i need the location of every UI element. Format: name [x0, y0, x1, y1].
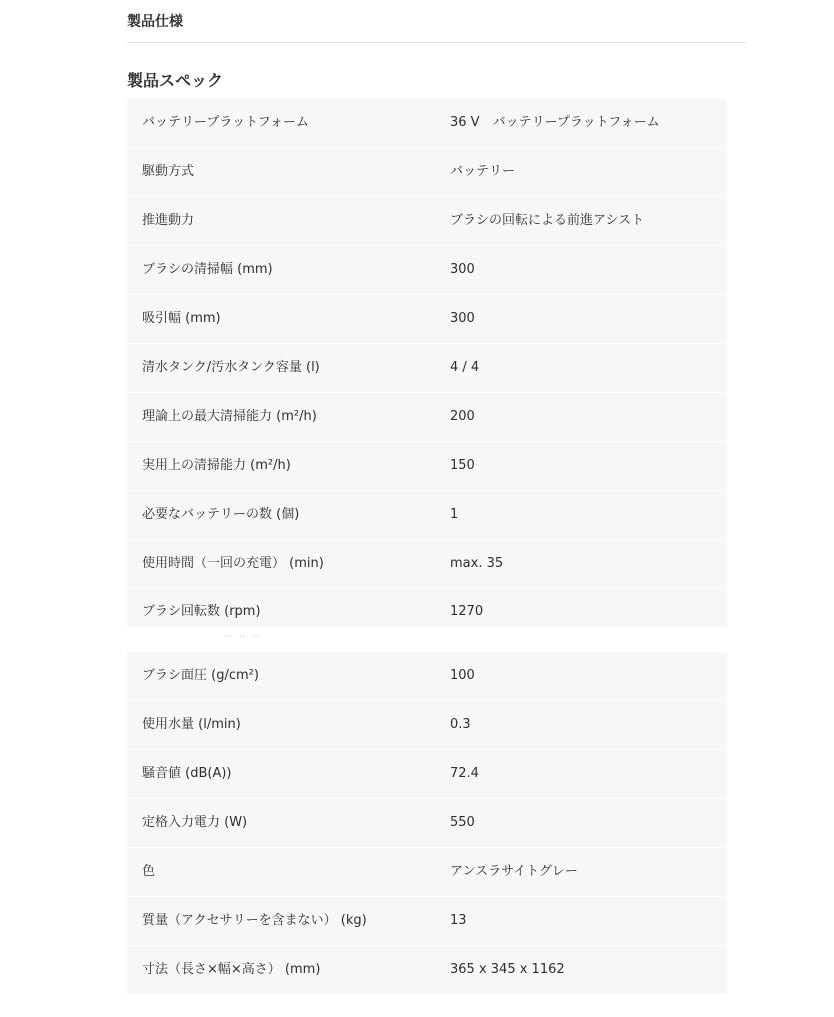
- spec-label: ブラシ面圧 (g/cm²): [142, 668, 259, 683]
- truncated-row-fragment: ‥ ‥ ‥: [225, 629, 262, 640]
- spec-row: [127, 750, 727, 799]
- spec-value: 4 / 4: [450, 360, 480, 375]
- spec-value: バッテリー: [450, 164, 516, 179]
- spec-row: [127, 652, 727, 701]
- spec-label: 定格入力電力 (W): [142, 815, 248, 830]
- spec-table-title: 製品スペック: [127, 71, 224, 90]
- spec-label: バッテリープラットフォーム: [142, 115, 310, 130]
- spec-label: 理論上の最大清掃能力 (m²/h): [142, 409, 317, 424]
- spec-table-upper: [127, 99, 727, 628]
- section-header: [127, 12, 746, 43]
- spec-value: 13: [450, 913, 467, 928]
- spec-label: 騒音値 (dB(A)): [142, 766, 232, 781]
- spec-label: 色: [142, 864, 156, 879]
- spec-row: [127, 393, 727, 442]
- spec-value: 300: [450, 262, 475, 277]
- spec-label: 必要なバッテリーの数 (個): [142, 507, 300, 522]
- spec-value: 72.4: [450, 766, 479, 781]
- spec-value: 36 V バッテリープラットフォーム: [450, 115, 660, 130]
- spec-row: [127, 148, 727, 197]
- spec-row: [127, 848, 727, 897]
- spec-value: 1: [450, 507, 459, 522]
- spec-label: 使用水量 (l/min): [142, 717, 241, 732]
- spec-value: max. 35: [450, 556, 504, 571]
- spec-row: [127, 442, 727, 491]
- spec-label: 実用上の清掃能力 (m²/h): [142, 458, 291, 473]
- spec-label: 駆動方式: [142, 164, 195, 179]
- spec-row: [127, 197, 727, 246]
- spec-value: 150: [450, 458, 475, 473]
- spec-row: [127, 946, 727, 995]
- spec-value: 200: [450, 409, 475, 424]
- spec-value: 100: [450, 668, 475, 683]
- spec-value: 0.3: [450, 717, 471, 732]
- spec-value: アンスラサイトグレー: [450, 864, 578, 879]
- spec-value: 1270: [450, 604, 484, 619]
- spec-label: 吸引幅 (mm): [142, 311, 221, 326]
- spec-row: [127, 344, 727, 393]
- spec-label: ブラシの清掃幅 (mm): [142, 262, 273, 277]
- spec-row: [127, 589, 727, 628]
- spec-row: [127, 897, 727, 946]
- spec-label: 推進動力: [142, 213, 195, 228]
- spec-value: 550: [450, 815, 475, 830]
- spec-row: [127, 491, 727, 540]
- spec-row: [127, 701, 727, 750]
- spec-row: [127, 99, 727, 148]
- spec-label: 使用時間（一回の充電） (min): [142, 556, 324, 571]
- spec-label: 清水タンク/汚水タンク容量 (l): [142, 360, 320, 375]
- spec-label: 寸法（長さ×幅×高さ） (mm): [142, 962, 321, 977]
- section-title: 製品仕様: [127, 14, 183, 30]
- spec-label: 質量（アクセサリーを含まない） (kg): [142, 913, 367, 928]
- spec-value: 300: [450, 311, 475, 326]
- spec-value: 365 x 345 x 1162: [450, 962, 565, 977]
- spec-value: ブラシの回転による前進アシスト: [450, 213, 645, 228]
- spec-label: ブラシ回転数 (rpm): [142, 604, 261, 619]
- spec-row: [127, 246, 727, 295]
- spec-table-lower: [127, 652, 727, 995]
- spec-row: [127, 799, 727, 848]
- spec-row: [127, 295, 727, 344]
- spec-row: [127, 540, 727, 589]
